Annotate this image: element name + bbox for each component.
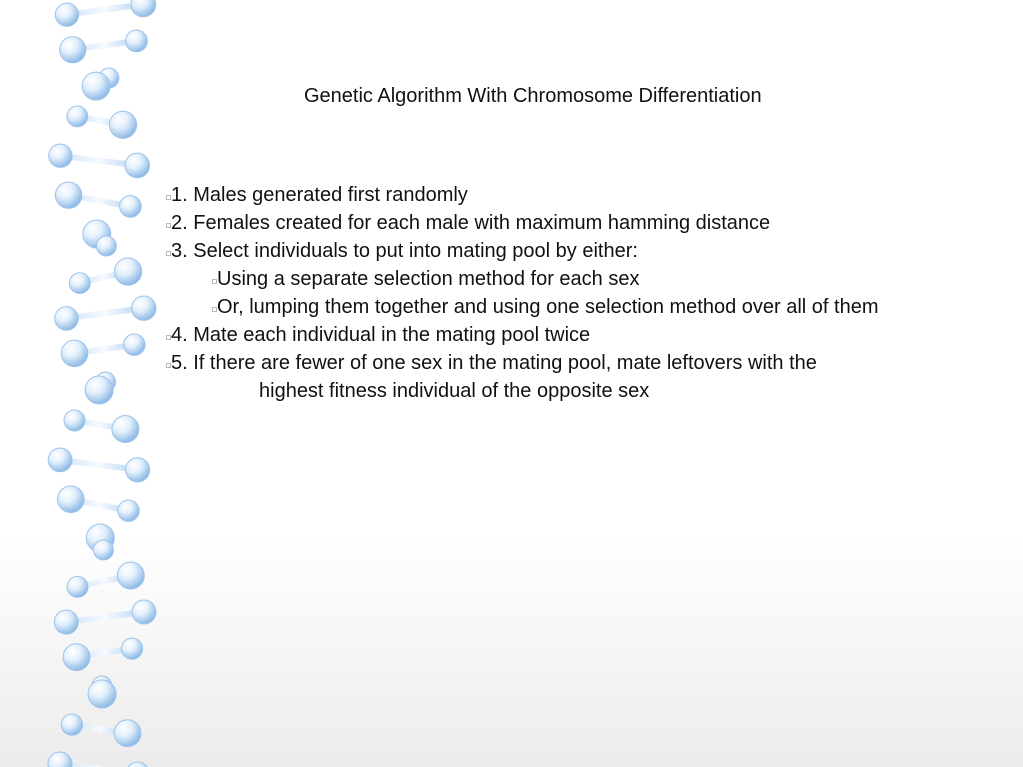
dna-nucleotide [120, 196, 142, 218]
dna-nucleotide [118, 500, 139, 521]
dna-nucleotide [61, 714, 82, 735]
slide-title: Genetic Algorithm With Chromosome Differentiation [304, 85, 762, 107]
bullet-text: 3. Select individuals to put into mating pool by either: [171, 240, 638, 262]
dna-nucleotide [125, 153, 150, 178]
bullet-item-2 [166, 209, 770, 237]
dna-nucleotide [96, 236, 116, 256]
dna-nucleotide [64, 410, 85, 431]
dna-nucleotide [69, 273, 90, 294]
bullet-text: Using a separate selection method for each sex [217, 268, 640, 290]
dna-nucleotide [109, 111, 136, 138]
bullet-text: Or, lumping them together and using one selection method over all of them [217, 296, 879, 318]
dna-nucleotide [60, 37, 86, 63]
dna-nucleotide [126, 30, 148, 52]
bullet-text: 5. If there are fewer of one sex in the mating pool, mate leftovers with the [171, 352, 817, 374]
bullet-item-3 [166, 237, 638, 265]
dna-nucleotide [55, 182, 81, 208]
dna-nucleotide [88, 680, 116, 708]
dna-nucleotide [126, 762, 150, 767]
dna-nucleotide [114, 720, 141, 747]
dna-nucleotide [54, 610, 78, 634]
dna-nucleotide [58, 486, 85, 513]
dna-nucleotide [132, 296, 156, 320]
dna-nucleotide [55, 3, 78, 26]
sub-bullet-item-1 [212, 265, 639, 293]
dna-nucleotide [48, 752, 72, 767]
bullet-item-1 [166, 181, 468, 209]
bullet-text: 4. Mate each individual in the mating pool twice [171, 324, 591, 346]
sub-bullet-item-2 [212, 293, 879, 321]
dna-nucleotide [55, 307, 79, 331]
dna-nucleotide [82, 72, 110, 100]
dna-nucleotide [112, 416, 139, 443]
dna-nucleotide [67, 106, 88, 127]
dna-nucleotide [85, 376, 113, 404]
dna-nucleotide [131, 0, 156, 17]
dna-nucleotide [115, 258, 142, 285]
dna-nucleotide [49, 144, 72, 167]
bullet-item-5-continuation: highest fitness individual of the opposite sex [259, 380, 650, 402]
dna-nucleotide [132, 600, 156, 624]
dna-nucleotide [48, 448, 72, 472]
bullet-item-4 [166, 321, 590, 349]
dna-nucleotide [126, 458, 150, 482]
dna-nucleotide [61, 340, 88, 367]
dna-nucleotide [117, 562, 144, 589]
bullet-item-5 [166, 349, 817, 377]
dna-nucleotide [67, 576, 88, 597]
dna-nucleotide [93, 540, 113, 560]
dna-nucleotide [124, 334, 145, 355]
dna-nucleotide [63, 644, 90, 671]
bullet-text: 2. Females created for each male with maximum hamming distance [171, 212, 771, 234]
bullet-text: 1. Males generated first randomly [171, 184, 468, 206]
dna-helix-icon [40, 0, 180, 767]
dna-nucleotide [121, 638, 142, 659]
